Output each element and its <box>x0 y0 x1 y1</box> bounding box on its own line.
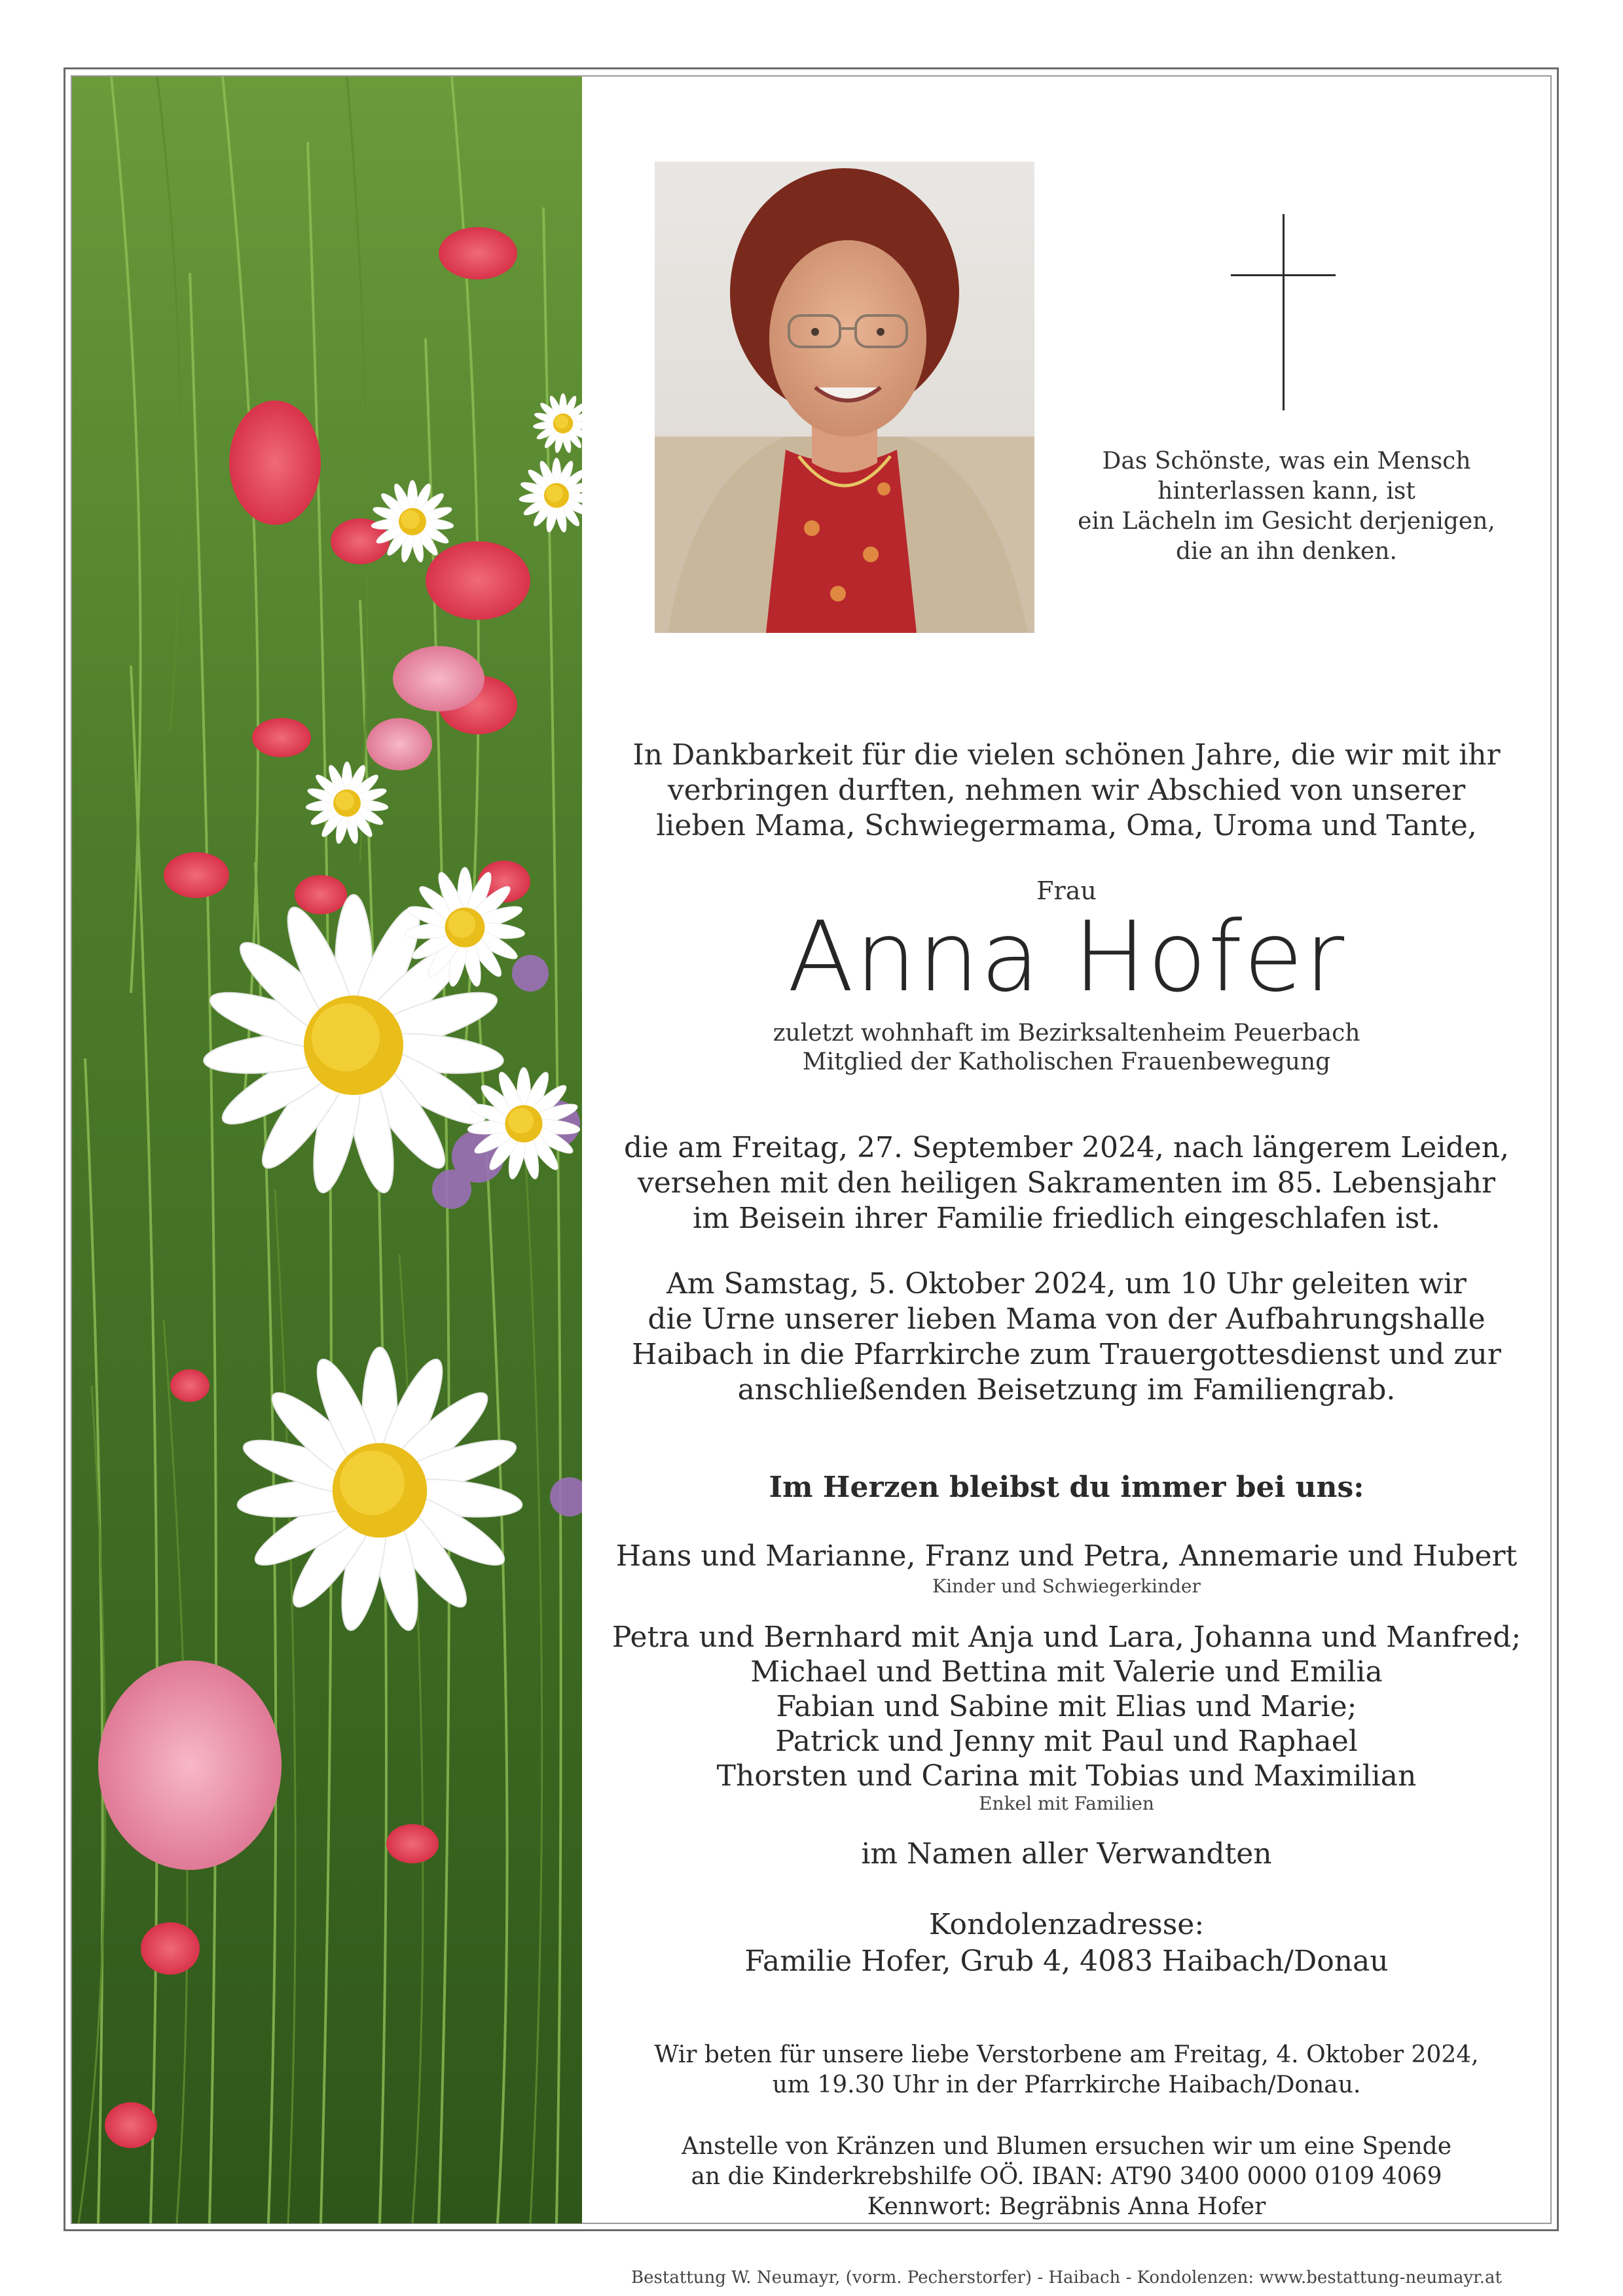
salutation: Frau <box>1036 876 1097 905</box>
quote-line: ein Lächeln im Gesicht derjenigen, <box>1078 508 1495 535</box>
obituary-content <box>583 77 1550 2287</box>
cross-icon <box>1231 214 1336 410</box>
death-line: im Beisein ihrer Familie friedlich eingeschlafen ist. <box>693 1202 1440 1235</box>
deceased-name: Anna Hofer <box>787 901 1346 1013</box>
funeral-line: anschließenden Beisetzung im Familiengrab. <box>737 1373 1396 1407</box>
children-names: Hans und Marianne, Franz und Petra, Annemarie und Hubert <box>615 1539 1518 1573</box>
intro-line: In Dankbarkeit für die vielen schönen Jahre, die wir mit ihr <box>632 738 1501 772</box>
grandchildren-line: Thorsten und Carina mit Tobias und Maximilian <box>716 1759 1417 1793</box>
funeral-line: die Urne unserer lieben Mama von der Aufbahrungshalle <box>647 1302 1486 1336</box>
donation-line: Anstelle von Kränzen und Blumen ersuchen wir um eine Spende <box>681 2133 1452 2160</box>
quote-line: hinterlassen kann, ist <box>1158 478 1415 505</box>
death-line: versehen mit den heiligen Sakramenten im 85. Lebensjahr <box>637 1166 1496 1200</box>
funeral-notice <box>583 1266 1550 1408</box>
grandchildren-line: Petra und Bernhard mit Anja und Lara, Johanna und Manfred; <box>611 1621 1522 1654</box>
grandchildren-line: Patrick und Jenny mit Paul und Raphael <box>775 1725 1358 1758</box>
intro-text <box>583 738 1550 844</box>
prayer-line: um 19.30 Uhr in der Pfarrkirche Haibach/Donau. <box>772 2072 1361 2098</box>
condolence-label: Kondolenzadresse: <box>928 1908 1205 1941</box>
prayer-line: Wir beten für unsere liebe Verstorbene am Freitag, 4. Oktober 2024, <box>654 2041 1479 2068</box>
prayer-service <box>583 2040 1550 2100</box>
condolence-address-text: Familie Hofer, Grub 4, 4083 Haibach/Donau <box>744 1945 1389 1978</box>
memorial-quote <box>1048 446 1525 567</box>
grandchildren-line: Fabian und Sabine mit Elias und Marie; <box>776 1690 1357 1723</box>
death-notice <box>583 1130 1550 1236</box>
undertaker-footer: Bestattung W. Neumayr, (vorm. Pecherstorfer) - Haibach - Kondolenzen: www.bestattung-neumayr.at <box>631 2268 1502 2287</box>
quote-line: Das Schönste, was ein Mensch <box>1102 448 1471 475</box>
quote-line: die an ihn denken. <box>1175 538 1397 565</box>
relatives-line: im Namen aller Verwandten <box>861 1837 1272 1871</box>
donation-line: Kennwort: Begräbnis Anna Hofer <box>867 2193 1266 2220</box>
children-role: Kinder und Schwiegerkinder <box>932 1575 1201 1597</box>
death-line: die am Freitag, 27. September 2024, nach längerem Leiden, <box>624 1131 1509 1164</box>
flower-meadow-image <box>72 77 582 2223</box>
intro-line: verbringen durften, nehmen wir Abschied von unserer <box>667 774 1466 807</box>
mourners-heading: Im Herzen bleibst du immer bei uns: <box>769 1471 1364 1504</box>
intro-line: lieben Mama, Schwiegermama, Oma, Uroma und Tante, <box>656 809 1477 842</box>
funeral-line: Haibach in die Pfarrkirche zum Trauergottesdienst und zur <box>632 1338 1501 1371</box>
condolence-address <box>583 1907 1550 1980</box>
membership-line: Mitglied der Katholischen Frauenbewegung <box>802 1049 1331 1075</box>
portrait-photo <box>655 162 1034 633</box>
grandchildren-names <box>583 1620 1550 1793</box>
residence-line: zuletzt wohnhaft im Bezirksaltenheim Peuerbach <box>773 1020 1360 1047</box>
funeral-line: Am Samstag, 5. Oktober 2024, um 10 Uhr geleiten wir <box>666 1267 1467 1300</box>
donation-line: an die Kinderkrebshilfe OÖ. IBAN: AT90 3400 0000 0109 4069 <box>691 2163 1442 2190</box>
residence-info <box>583 1019 1550 1077</box>
donation-request <box>583 2132 1550 2222</box>
grandchildren-line: Michael und Bettina mit Valerie und Emilia <box>750 1655 1383 1689</box>
grandchildren-role: Enkel mit Familien <box>979 1793 1154 1814</box>
